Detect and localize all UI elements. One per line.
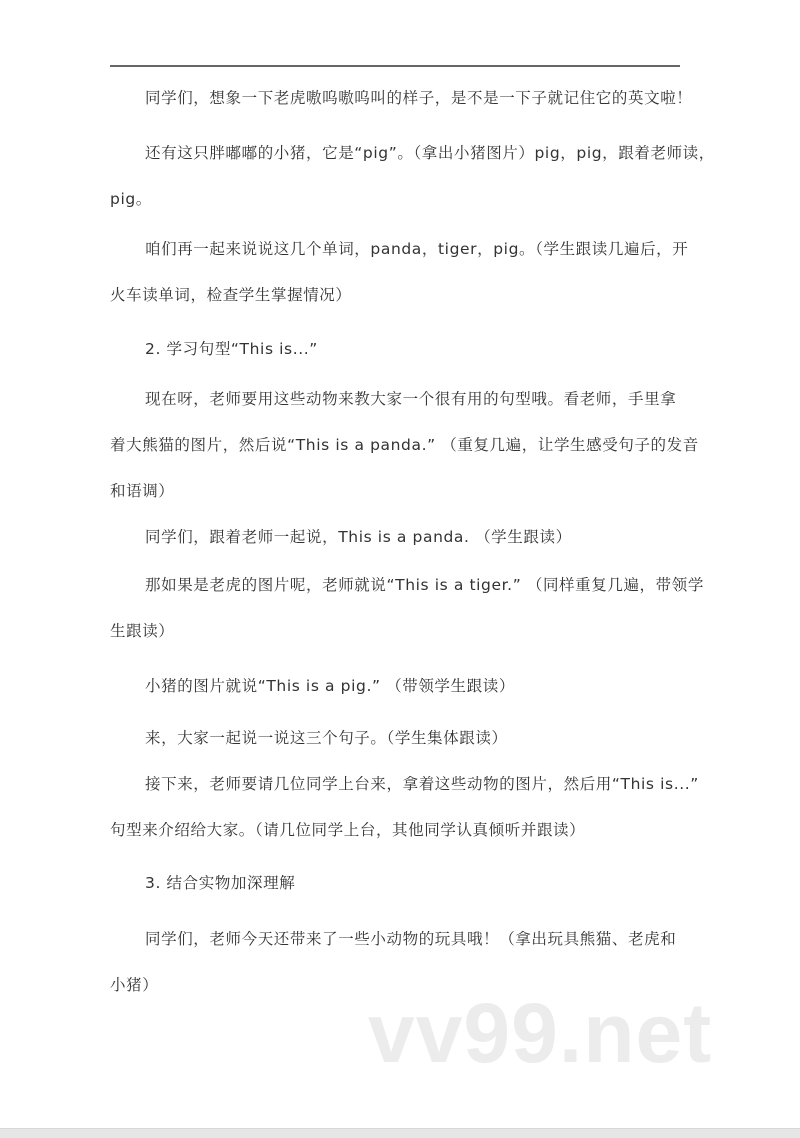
paragraph-line: 句型来介绍给大家。（请几位同学上台，其他同学认真倾听并跟读） (110, 821, 586, 839)
paragraph-line: 同学们，跟着老师一起说，This is a panda. （学生跟读） (145, 528, 572, 546)
paragraph-line: 咱们再一起来说说这几个单词，panda，tiger，pig。（学生跟读几遍后，开 (145, 240, 689, 258)
paragraph-line: 3. 结合实物加深理解 (145, 874, 296, 892)
paragraph-line: 和语调） (110, 482, 175, 500)
paragraph-line: 小猪） (110, 976, 159, 994)
paragraph-line: 来，大家一起说一说这三个句子。（学生集体跟读） (145, 729, 508, 747)
paragraph-line: 还有这只胖嘟嘟的小猪，它是“pig”。（拿出小猪图片）pig，pig，跟着老师读， (145, 144, 715, 162)
paragraph-line: 同学们，老师今天还带来了一些小动物的玩具哦！（拿出玩具熊猫、老虎和 (145, 930, 677, 948)
paragraph-line: 同学们，想象一下老虎嗷呜嗷呜叫的样子，是不是一下子就记住它的英文啦！ (145, 89, 693, 107)
header-rule (110, 65, 680, 67)
paragraph-line: 着大熊猫的图片，然后说“This is a panda.” （重复几遍，让学生感受句子的发音 (110, 436, 699, 454)
paragraph-line: 生跟读） (110, 622, 175, 640)
watermark: vv99.net (368, 986, 713, 1080)
paragraph-line: pig。 (110, 190, 152, 208)
paragraph-line: 2. 学习句型“This is...” (145, 340, 318, 358)
paragraph-line: 那如果是老虎的图片呢，老师就说“This is a tiger.” （同样重复几遍，带领学 (145, 576, 704, 594)
paragraph-line: 现在呀，老师要用这些动物来教大家一个很有用的句型哦。看老师，手里拿 (145, 390, 677, 408)
paragraph-line: 接下来，老师要请几位同学上台来，拿着这些动物的图片，然后用“This is...” (145, 775, 699, 793)
paragraph-line: 火车读单词，检查学生掌握情况） (110, 286, 352, 304)
paragraph-line: 小猪的图片就说“This is a pig.” （带领学生跟读） (145, 677, 515, 695)
